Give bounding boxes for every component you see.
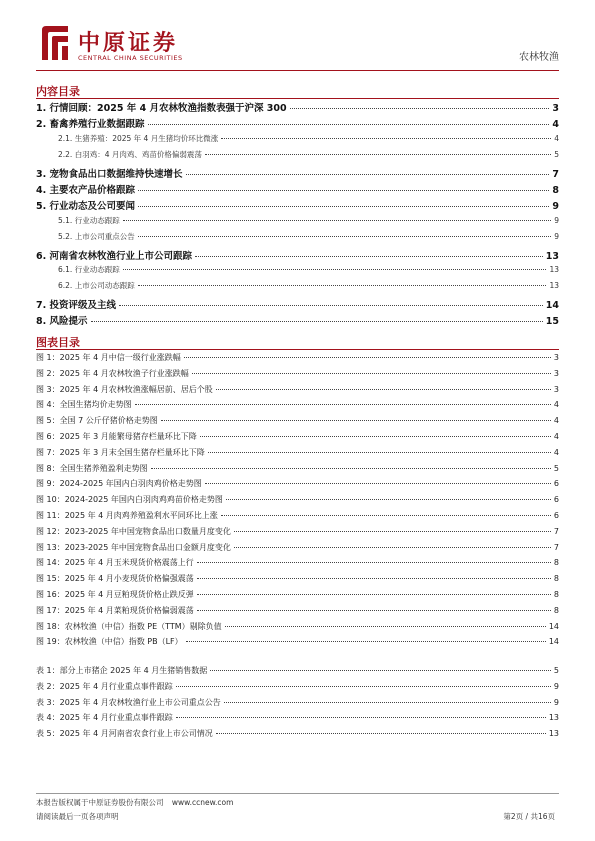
dot-leader	[221, 515, 551, 516]
dot-leader	[138, 285, 547, 286]
table-entry[interactable]	[36, 712, 559, 728]
table-entry[interactable]	[36, 681, 559, 697]
figure-entry[interactable]	[36, 399, 559, 415]
figure-entry-page: 6	[553, 495, 559, 505]
dot-leader	[138, 190, 549, 191]
figure-entry[interactable]	[36, 447, 559, 463]
footer-disclaimer: 请阅读最后一页各项声明	[36, 812, 119, 821]
figure-entry-label: 图 8：全国生猪养殖盈利走势图	[36, 463, 148, 473]
figure-entry-label: 图 3：2025 年 4 月农林牧渔涨幅居前、居后个股	[36, 384, 213, 394]
figure-entry-label: 图 5：全国 7 公斤仔猪价格走势图	[36, 416, 158, 426]
dot-leader	[210, 670, 551, 671]
toc-entry[interactable]	[36, 198, 559, 214]
figure-entry-label: 图 2：2025 年 4 月农林牧渔子行业涨跌幅	[36, 368, 189, 378]
list-of-tables	[36, 665, 559, 744]
figure-entry[interactable]	[36, 431, 559, 447]
toc-entry-label: 4. 主要农产品价格跟踪	[36, 184, 136, 196]
dot-leader	[176, 717, 546, 718]
toc-entry[interactable]	[36, 182, 559, 198]
toc-entry-page: 13	[545, 250, 559, 262]
dot-leader	[197, 578, 551, 579]
figures-title-rule	[36, 349, 559, 350]
company-name-en: CENTRAL CHINA SECURITIES	[78, 54, 183, 62]
toc-entry-label: 8. 风险提示	[36, 316, 88, 328]
figure-entry-page: 3	[553, 384, 559, 394]
toc-entry-page: 9	[552, 201, 559, 213]
toc-entry-page: 14	[545, 299, 559, 311]
dot-leader	[186, 641, 546, 642]
toc-entry[interactable]	[36, 264, 559, 280]
figure-entry-label: 图 18：农林牧渔（中信）指数 PE（TTM）剔除负值	[36, 621, 222, 631]
figure-entry-label: 图 1：2025 年 4 月中信一级行业涨跌幅	[36, 353, 181, 362]
dot-leader	[200, 436, 551, 437]
dot-leader	[123, 220, 552, 221]
dot-leader	[138, 206, 549, 207]
table-entry[interactable]	[36, 697, 559, 713]
toc-entry-label: 6. 河南省农林牧渔行业上市公司跟踪	[36, 250, 193, 262]
toc-entry-page: 8	[552, 184, 559, 196]
toc-entry-page: 4	[552, 119, 559, 131]
table-entry-page: 9	[553, 681, 559, 691]
list-of-figures	[36, 352, 559, 652]
figure-entry[interactable]	[36, 368, 559, 384]
figure-entry[interactable]	[36, 463, 559, 479]
figure-entry-label: 图 12：2023-2025 年中国宠物食品出口数量月度变化	[36, 526, 231, 536]
figure-entry-label: 图 19：农林牧渔（中信）指数 PB（LF）	[36, 637, 183, 647]
toc-entry-page: 7	[552, 168, 559, 180]
dot-leader	[224, 702, 551, 703]
toc-title: 内容目录	[36, 85, 80, 98]
table-entry-label: 表 1：部分上市猪企 2025 年 4 月生猪销售数据	[36, 666, 208, 675]
dot-leader	[225, 626, 546, 627]
figure-entry[interactable]	[36, 510, 559, 526]
toc-entry-label: 5.2. 上市公司重点公告	[58, 232, 135, 242]
figure-entry-page: 8	[553, 574, 559, 584]
toc-entry-label: 2.2. 白羽鸡：4 月肉鸡、鸡苗价格偏弱震荡	[58, 150, 202, 160]
table-entry-page: 13	[548, 729, 559, 739]
figure-entry[interactable]	[36, 557, 559, 573]
dot-leader	[195, 256, 543, 257]
toc-entry-label: 7. 投资评级及主线	[36, 299, 117, 311]
toc-entry-page: 9	[554, 215, 559, 225]
toc-entry[interactable]	[36, 248, 559, 264]
dot-leader	[216, 389, 551, 390]
dot-leader	[176, 686, 551, 687]
figure-entry-page: 6	[553, 510, 559, 520]
figure-entry[interactable]	[36, 526, 559, 542]
figure-entry-label: 图 9：2024-2025 年国内白羽肉鸡价格走势图	[36, 479, 202, 489]
toc-entry-label: 1. 行情回顾：2025 年 4 月农林牧渔指数表强于沪深 300	[36, 103, 287, 114]
toc-entry-page: 13	[549, 281, 559, 291]
dot-leader	[290, 108, 550, 109]
table-entry-label: 表 5：2025 年 4 月河南省农食行业上市公司情况	[36, 729, 213, 739]
footer-divider	[36, 793, 559, 794]
toc-entry-label: 5. 行业动态及公司要闻	[36, 201, 136, 213]
figure-entry[interactable]	[36, 478, 559, 494]
toc-entry-page: 9	[554, 232, 559, 242]
figure-entry[interactable]	[36, 621, 559, 637]
figure-entry-label: 图 4：全国生猪均价走势图	[36, 400, 132, 410]
toc-title-rule	[36, 98, 559, 99]
figure-entry-label: 图 17：2025 年 4 月菜粕现货价格偏弱震荡	[36, 605, 194, 615]
toc-entry-label: 5.1. 行业动态跟踪	[58, 215, 120, 225]
figure-entry[interactable]	[36, 352, 559, 368]
toc-entry[interactable]	[36, 100, 559, 116]
figure-entry-page: 4	[553, 416, 559, 426]
dot-leader	[197, 594, 551, 595]
table-entry[interactable]	[36, 728, 559, 744]
figure-entry-label: 图 7：2025 年 3 月末全国生猪存栏量环比下降	[36, 447, 205, 457]
company-name-cn: 中原证券	[78, 31, 179, 56]
dot-leader	[234, 531, 551, 532]
dot-leader	[151, 468, 551, 469]
toc-entry[interactable]	[36, 313, 559, 329]
toc-entry[interactable]	[36, 149, 559, 165]
dot-leader	[135, 404, 551, 405]
figure-entry[interactable]	[36, 636, 559, 652]
dot-leader	[184, 357, 551, 358]
dot-leader	[208, 452, 551, 453]
figure-entry-page: 14	[548, 637, 559, 647]
dot-leader	[205, 154, 551, 155]
toc-entry-label: 6.1. 行业动态跟踪	[58, 264, 120, 274]
table-entry-label: 表 3：2025 年 4 月农林牧渔行业上市公司重点公告	[36, 697, 221, 707]
figure-entry-page: 6	[553, 479, 559, 489]
dot-leader	[221, 138, 551, 139]
table-entry[interactable]	[36, 665, 559, 681]
table-entry-page: 5	[553, 666, 559, 675]
figure-entry-page: 7	[553, 526, 559, 536]
toc-entry[interactable]	[36, 133, 559, 149]
company-logo-icon	[38, 24, 72, 62]
toc-entry[interactable]	[36, 116, 559, 132]
toc-entry-page: 13	[549, 264, 559, 274]
dot-leader	[205, 483, 551, 484]
dot-leader	[119, 305, 543, 306]
figure-entry-label: 图 16：2025 年 4 月豆粕现货价格止跌反弹	[36, 589, 194, 599]
figure-entry[interactable]	[36, 605, 559, 621]
header-divider	[36, 70, 559, 71]
toc-entry-label: 2. 畜禽养殖行业数据跟踪	[36, 119, 145, 131]
figure-entry-page: 3	[553, 368, 559, 378]
figure-entry-label: 图 10：2024-2025 年国内白羽肉鸡鸡苗价格走势图	[36, 495, 223, 505]
dot-leader	[186, 174, 550, 175]
figure-entry-label: 图 14：2025 年 4 月玉米现货价格震荡上行	[36, 558, 194, 568]
figure-entry-page: 4	[553, 447, 559, 457]
toc-entry-page: 4	[554, 133, 559, 143]
toc-entry-page: 3	[552, 103, 559, 114]
toc-entry-page: 5	[554, 150, 559, 160]
page-number: 第2页 / 共16页	[503, 812, 555, 821]
toc-entry[interactable]	[36, 215, 559, 231]
figure-entry-page: 14	[548, 621, 559, 631]
industry-label: 农林牧渔	[519, 52, 559, 63]
figure-entry[interactable]	[36, 573, 559, 589]
figure-entry[interactable]	[36, 384, 559, 400]
figure-entry-label: 图 13：2023-2025 年中国宠物食品出口金额月度变化	[36, 542, 231, 552]
toc-entry[interactable]	[36, 297, 559, 313]
dot-leader	[197, 610, 551, 611]
dot-leader	[192, 373, 551, 374]
figure-entry-label: 图 15：2025 年 4 月小麦现货价格偏强震荡	[36, 574, 194, 584]
figure-entry[interactable]	[36, 589, 559, 605]
figure-entry[interactable]	[36, 494, 559, 510]
website-link[interactable]: www.ccnew.com	[171, 798, 234, 807]
copyright-text: 本报告版权属于中原证券股份有限公司	[36, 798, 164, 807]
figure-entry[interactable]	[36, 542, 559, 558]
dot-leader	[138, 236, 552, 237]
figure-entry-label: 图 11：2025 年 4 月肉鸡养殖盈利水平同环比上涨	[36, 510, 218, 520]
table-of-contents	[36, 100, 559, 329]
toc-entry[interactable]	[36, 231, 559, 247]
footer-copyright	[36, 797, 233, 808]
dot-leader	[197, 562, 551, 563]
toc-entry-label: 6.2. 上市公司动态跟踪	[58, 281, 135, 291]
dot-leader	[161, 420, 551, 421]
figure-entry[interactable]	[36, 415, 559, 431]
toc-entry[interactable]	[36, 280, 559, 296]
figure-entry-page: 3	[553, 353, 559, 362]
table-entry-label: 表 4：2025 年 4 月行业重点事件跟踪	[36, 713, 173, 723]
figure-entry-page: 7	[553, 542, 559, 552]
toc-entry-label: 2.1. 生猪养殖：2025 年 4 月生猪均价环比微涨	[58, 133, 219, 143]
dot-leader	[123, 269, 547, 270]
toc-entry-label: 3. 宠物食品出口数据维持快速增长	[36, 168, 183, 180]
figure-entry-page: 8	[553, 558, 559, 568]
table-entry-label: 表 2：2025 年 4 月行业重点事件跟踪	[36, 681, 173, 691]
dot-leader	[234, 547, 551, 548]
figure-entry-page: 8	[553, 589, 559, 599]
dot-leader	[91, 321, 543, 322]
figure-entry-label: 图 6：2025 年 3 月能繁母猪存栏量环比下降	[36, 431, 197, 441]
figure-entry-page: 4	[553, 431, 559, 441]
dot-leader	[226, 499, 551, 500]
toc-entry-page: 15	[545, 316, 559, 328]
figure-entry-page: 4	[553, 400, 559, 410]
table-entry-page: 13	[548, 713, 559, 723]
figure-entry-page: 8	[553, 605, 559, 615]
dot-leader	[216, 733, 546, 734]
dot-leader	[148, 124, 550, 125]
figure-entry-page: 5	[553, 463, 559, 473]
figures-title: 图表目录	[36, 336, 80, 349]
page-header	[36, 22, 559, 72]
toc-entry[interactable]	[36, 166, 559, 182]
table-entry-page: 9	[553, 697, 559, 707]
